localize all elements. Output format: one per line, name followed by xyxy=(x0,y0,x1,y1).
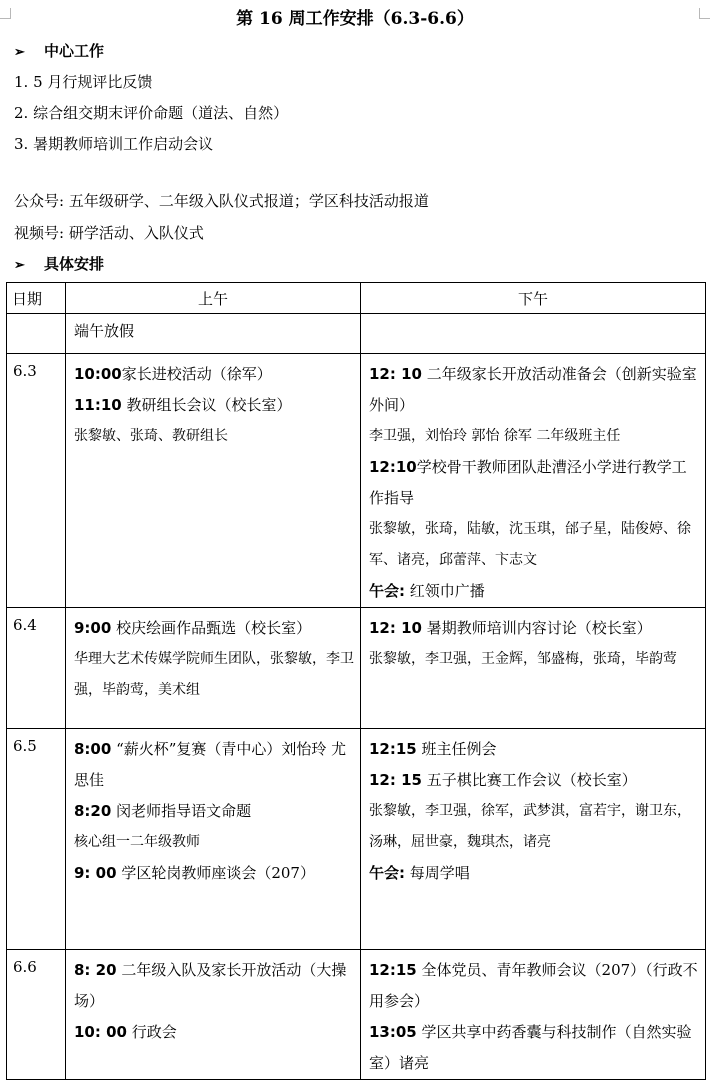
item-description: 二年级家长开放活动准备会（创新实验室外间） xyxy=(369,365,697,414)
item-description: 校庆绘画作品甄选（校长室） xyxy=(111,619,312,637)
center-item-3: 3. 暑期教师培训工作启动会议 xyxy=(14,135,214,153)
schedule-item xyxy=(369,359,699,421)
item-time: 12: 10 xyxy=(369,365,422,383)
section-heading-center xyxy=(14,40,104,64)
date-cell: 6.5 xyxy=(7,729,66,950)
date-cell: 6.4 xyxy=(7,608,66,729)
center-item-1: 1. 5 月行规评比反馈 xyxy=(14,73,153,91)
attendee-list: 张黎敏、张琦、教研组长 xyxy=(74,428,228,444)
pm-cell xyxy=(361,608,706,729)
schedule-item xyxy=(74,359,354,390)
item-description: 班主任例会 xyxy=(416,740,497,758)
item-time: 12:15 xyxy=(369,961,417,979)
item-description: 行政会 xyxy=(126,1023,177,1041)
section-label: 中心工作 xyxy=(44,42,105,60)
table-header-row xyxy=(7,283,706,314)
bullet-arrow-icon: ➢ xyxy=(14,45,25,60)
publicity-sph: 视频号: 研学活动、入队仪式 xyxy=(14,224,204,242)
attendee-list: 华理大艺术传媒学院师生团队，张黎敏，李卫强，毕韵莺，美术组 xyxy=(74,651,354,698)
holiday-am-cell xyxy=(66,314,361,354)
item-time: 8:20 xyxy=(74,802,112,820)
item-time: 9:00 xyxy=(74,619,112,637)
schedule-item xyxy=(74,796,354,827)
item-description: 闵老师指导语文命题 xyxy=(111,802,252,820)
date-cell: 6.3 xyxy=(7,354,66,608)
item-time: 12:15 xyxy=(369,740,417,758)
schedule-item xyxy=(369,452,699,514)
schedule-item xyxy=(369,765,699,796)
publicity-gzh: 公众号: 五年级研学、二年级入队仪式报道；学区科技活动报道 xyxy=(14,192,429,210)
schedule-item xyxy=(369,734,699,765)
holiday-note: 端午放假 xyxy=(74,322,135,340)
item-description: 家长进校活动（徐军） xyxy=(121,365,272,383)
holiday-row xyxy=(7,314,706,354)
schedule-item xyxy=(74,955,354,1017)
item-description: 学区共享中药香囊与科技制作（自然实验室）诸亮 xyxy=(369,1023,692,1072)
item-description: 二年级入队及家长开放活动（大操场） xyxy=(74,961,347,1010)
date-cell: 6.6 xyxy=(7,950,66,1080)
schedule-item xyxy=(369,858,699,889)
item-time: 10:00 xyxy=(74,365,122,383)
schedule-item xyxy=(369,613,699,644)
item-time: 11:10 xyxy=(74,396,122,414)
center-item-2: 2. 综合组交期末评价命题（道法、自然） xyxy=(14,104,289,122)
am-cell xyxy=(66,608,361,729)
item-time: 13:05 xyxy=(369,1023,417,1041)
table-row xyxy=(7,729,706,950)
schedule-item xyxy=(74,613,354,644)
schedule-item xyxy=(369,955,699,1017)
item-time: 12: 10 xyxy=(369,619,422,637)
item-time: 8: 20 xyxy=(74,961,117,979)
attendee-list: 张黎敏，张琦，陆敏，沈玉琪，邰子星，陆俊婷、徐军、诸亮，邱蕾萍、卞志文 xyxy=(369,521,691,568)
item-time: 午会: xyxy=(369,582,405,600)
item-time: 10: 00 xyxy=(74,1023,127,1041)
table-row xyxy=(7,608,706,729)
attendee-list: 张黎敏，李卫强，王金辉，邹盛梅，张琦，毕韵莺 xyxy=(369,651,677,667)
section-label: 具体安排 xyxy=(44,255,105,273)
item-description: 学校骨干教师团队赴漕泾小学进行教学工作指导 xyxy=(369,458,687,507)
item-time: 9: 00 xyxy=(74,864,117,882)
attendee-list: 核心组一二年级教师 xyxy=(74,834,200,850)
holiday-pm-cell xyxy=(361,314,706,354)
holiday-date-cell xyxy=(7,314,66,354)
attendee-list: 张黎敏，李卫强，徐军，武梦淇，富若宇，谢卫东，汤琳，屈世豪，魏琪杰，诸亮 xyxy=(369,803,691,850)
item-time: 12: 15 xyxy=(369,771,422,789)
item-time: 午会: xyxy=(369,864,405,882)
schedule-item xyxy=(74,390,354,421)
pm-cell xyxy=(361,729,706,950)
schedule-item xyxy=(74,734,354,796)
item-description: 每周学唱 xyxy=(405,864,470,882)
item-time: 12:10 xyxy=(369,458,417,476)
am-cell xyxy=(66,729,361,950)
attendee-list: 李卫强，刘怡玲 郭怡 徐军 二年级班主任 xyxy=(369,428,621,444)
section-heading-detail xyxy=(14,253,104,277)
pm-cell xyxy=(361,950,706,1080)
am-cell xyxy=(66,354,361,608)
item-description: 五子棋比赛工作会议（校长室） xyxy=(421,771,637,789)
header-am: 上午 xyxy=(66,283,361,314)
table-row xyxy=(7,950,706,1080)
item-description: “薪火杯”复赛（青中心）刘怡玲 尤思佳 xyxy=(74,740,347,789)
schedule-item xyxy=(74,858,354,889)
item-description: 暑期教师培训内容讨论（校长室） xyxy=(421,619,652,637)
item-description: 全体党员、青年教师会议（207）（行政不用参会） xyxy=(369,961,698,1010)
am-cell xyxy=(66,950,361,1080)
item-description: 教研组长会议（校长室） xyxy=(121,396,292,414)
page-title: 第 16 周工作安排（6.3-6.6） xyxy=(236,9,474,29)
bullet-arrow-icon: ➢ xyxy=(14,258,25,273)
schedule-item xyxy=(369,1017,699,1079)
header-pm: 下午 xyxy=(361,283,706,314)
item-description: 学区轮岗教师座谈会（207） xyxy=(116,864,315,882)
item-time: 8:00 xyxy=(74,740,112,758)
item-description: 红领巾广播 xyxy=(405,582,485,600)
schedule-table xyxy=(6,282,706,1080)
pm-cell xyxy=(361,354,706,608)
schedule-item xyxy=(74,1017,354,1048)
header-date: 日期 xyxy=(7,283,66,314)
table-row xyxy=(7,354,706,608)
schedule-item xyxy=(369,576,699,607)
